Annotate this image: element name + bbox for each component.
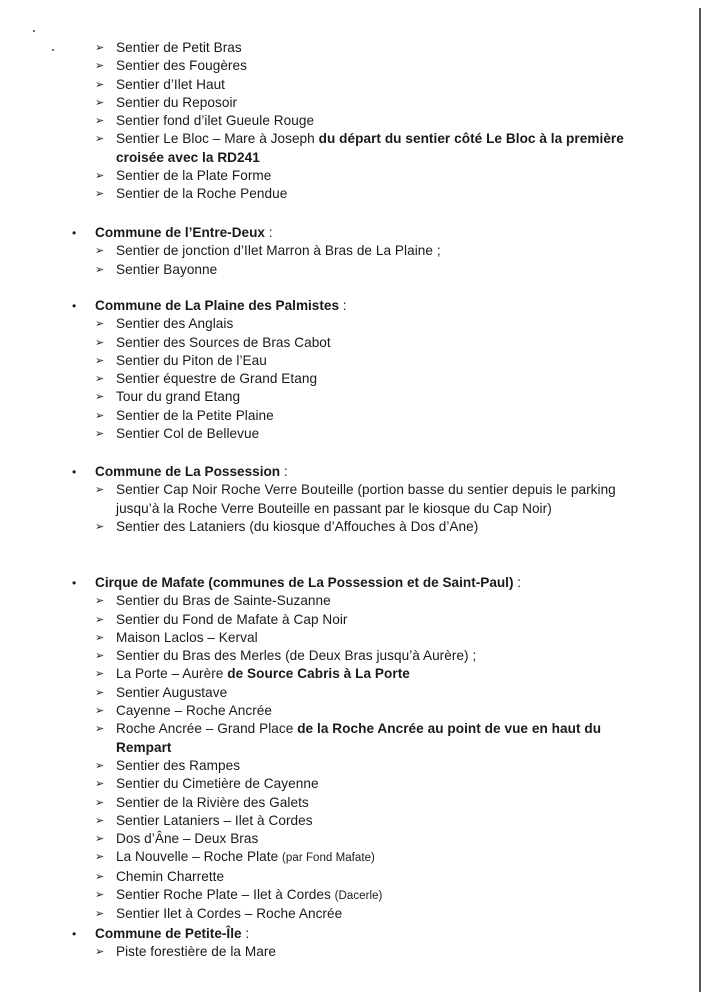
scan-speck [33, 30, 35, 32]
list-item [0, 757, 700, 775]
section-title: Commune de La Plaine des Palmistes [95, 298, 340, 313]
list-item [0, 242, 700, 260]
arrow-bullet-icon: ➢ [95, 814, 105, 827]
arrow-bullet-icon: ➢ [95, 428, 105, 441]
list-item [0, 684, 700, 702]
item-text: Roche Ancrée – Grand Place [116, 721, 298, 737]
arrow-bullet-icon: ➢ [95, 668, 105, 681]
section-suffix: : [280, 464, 288, 479]
item-text: Sentier du Bras de Sainte-Suzanne [116, 593, 331, 609]
list-item [0, 407, 700, 425]
arrow-bullet-icon: ➢ [95, 354, 105, 367]
item-text: Sentier Augustave [116, 684, 228, 700]
section-cirque-de-mafate [0, 574, 700, 924]
section-heading [0, 574, 700, 592]
item-text: Sentier Lataniers – Ilet à Cordes [116, 812, 313, 828]
section-heading [0, 463, 700, 481]
section-heading [0, 925, 700, 943]
section-list [0, 592, 700, 923]
list-item [0, 848, 700, 867]
item-bold-text: de la Roche Ancrée au point de vue en haut du Rempart [116, 721, 602, 755]
item-text: Sentier des Anglais [116, 316, 234, 332]
arrow-bullet-icon: ➢ [95, 908, 105, 921]
arrow-bullet-icon: ➢ [95, 115, 105, 128]
arrow-bullet-icon: ➢ [95, 42, 105, 54]
item-text: Maison Laclos – Kerval [116, 629, 258, 645]
arrow-bullet-icon: ➢ [95, 851, 105, 864]
bullet-icon: • [72, 226, 77, 240]
arrow-bullet-icon: ➢ [95, 96, 105, 109]
arrow-bullet-icon: ➢ [95, 705, 105, 718]
list-item [0, 39, 700, 57]
section-suffix: : [241, 926, 250, 941]
list-item [0, 720, 700, 757]
item-text: Chemin Charrette [116, 868, 225, 884]
bullet-icon: • [72, 576, 77, 590]
section-suffix: : [513, 575, 522, 590]
list-item [0, 592, 700, 610]
section-list [0, 943, 700, 961]
arrow-bullet-icon: ➢ [95, 759, 105, 772]
item-text: Sentier des Rampes [116, 757, 241, 773]
arrow-bullet-icon: ➢ [95, 595, 105, 608]
item-small-text: (Dacerle) [334, 890, 383, 903]
list-item [0, 868, 700, 886]
item-text: Sentier de la Rivière des Galets [116, 794, 309, 810]
item-text: Sentier Le Bloc – Mare à Joseph [116, 131, 319, 147]
section-la-possession [0, 463, 700, 536]
arrow-bullet-icon: ➢ [95, 889, 105, 902]
section-list [0, 315, 700, 443]
list-item [0, 702, 700, 720]
arrow-bullet-icon: ➢ [95, 409, 105, 422]
list-item [0, 647, 700, 665]
list-item [0, 481, 700, 518]
section-heading [0, 297, 700, 315]
bullet-icon: • [72, 299, 77, 313]
list-item [0, 812, 700, 830]
item-text: Sentier de la Roche Pendue [116, 186, 288, 202]
list-item [0, 665, 700, 683]
item-text: Sentier de la Plate Forme [116, 168, 272, 184]
arrow-bullet-icon: ➢ [95, 60, 105, 73]
list-item [0, 775, 700, 793]
item-text: Piste forestière de la Mare [116, 944, 277, 960]
arrow-bullet-icon: ➢ [95, 870, 105, 883]
bullet-icon: • [72, 927, 77, 941]
item-text: Sentier des Lataniers (du kiosque d’Affouches à Dos d’Ane) [116, 518, 479, 534]
arrow-bullet-icon: ➢ [95, 484, 105, 497]
item-text: Sentier de Petit Bras [116, 40, 242, 55]
list-item [0, 57, 700, 75]
item-text: Sentier du Cimetière de Cayenne [116, 776, 319, 792]
arrow-bullet-icon: ➢ [95, 245, 105, 258]
list-item [0, 130, 700, 167]
arrow-bullet-icon: ➢ [95, 373, 105, 386]
list-item [0, 388, 700, 406]
item-text: Sentier du Fond de Mafate à Cap Noir [116, 611, 348, 627]
section-plaine-des-palmistes [0, 297, 700, 443]
item-text: Sentier équestre de Grand Etang [116, 371, 318, 387]
arrow-bullet-icon: ➢ [95, 520, 105, 533]
item-text: Sentier Ilet à Cordes – Roche Ancrée [116, 906, 343, 922]
list-item [0, 943, 700, 961]
list-item [0, 629, 700, 647]
item-text: Sentier Roche Plate – Ilet à Cordes [116, 887, 335, 903]
item-text: Sentier Col de Bellevue [116, 426, 260, 442]
arrow-bullet-icon: ➢ [95, 170, 105, 183]
section-entre-deux [0, 224, 700, 279]
arrow-bullet-icon: ➢ [95, 263, 105, 276]
item-text: Sentier d’Ilet Haut [116, 76, 226, 92]
section-petite-ile [0, 925, 700, 962]
list-item [0, 352, 700, 370]
list-item [0, 611, 700, 629]
list-item [0, 334, 700, 352]
continued-trail-list [0, 39, 700, 204]
list-item [0, 112, 700, 130]
item-text: Sentier du Piton de l’Eau [116, 352, 267, 368]
list-item [0, 185, 700, 203]
item-text: La Nouvelle – Roche Plate [116, 849, 283, 865]
item-text: Sentier du Reposoir [116, 94, 238, 110]
arrow-bullet-icon: ➢ [95, 723, 105, 736]
item-text: Sentier Bayonne [116, 261, 218, 277]
list-item [0, 315, 700, 333]
list-item [0, 76, 700, 94]
list-item [0, 261, 700, 279]
arrow-bullet-icon: ➢ [95, 650, 105, 663]
arrow-bullet-icon: ➢ [95, 133, 105, 146]
arrow-bullet-icon: ➢ [95, 946, 105, 959]
item-bold-text: du départ du sentier côté Le Bloc à la première croisée avec la RD241 [116, 131, 624, 165]
item-text: Sentier des Sources de Bras Cabot [116, 334, 331, 350]
section-title: Commune de l’Entre-Deux [95, 225, 265, 240]
section-title: Cirque de Mafate (communes de La Possession et de Saint-Paul) [95, 575, 514, 590]
item-text: Sentier du Bras des Merles (de Deux Bras jusqu’à Aurère) ; [116, 648, 477, 664]
list-item [0, 518, 700, 536]
item-text: Tour du grand Etang [116, 389, 241, 405]
section-list [0, 481, 700, 536]
item-text: Sentier de la Petite Plaine [116, 407, 274, 423]
list-item [0, 370, 700, 388]
arrow-bullet-icon: ➢ [95, 391, 105, 404]
item-text: Sentier fond d’ilet Gueule Rouge [116, 113, 315, 129]
item-text: Sentier de jonction d’Ilet Marron à Bras de La Plaine ; [116, 243, 441, 259]
item-text: Sentier des Fougères [116, 58, 247, 74]
list-item [0, 886, 700, 905]
item-bold-text: de Source Cabris à La Porte [227, 666, 410, 682]
item-text: Dos d’Âne – Deux Bras [116, 831, 259, 847]
section-suffix: : [264, 225, 273, 240]
arrow-bullet-icon: ➢ [95, 78, 105, 91]
item-text: Sentier Cap Noir Roche Verre Bouteille (portion basse du sentier depuis le parking jusqu’à la Roche Verre Bouteille en passant par le kiosque du Cap Noir) [116, 482, 616, 516]
arrow-bullet-icon: ➢ [95, 631, 105, 644]
section-list [0, 242, 700, 279]
arrow-bullet-icon: ➢ [95, 686, 105, 699]
arrow-bullet-icon: ➢ [95, 778, 105, 791]
list-item [0, 830, 700, 848]
list-item [0, 905, 700, 923]
item-small-text: (par Fond Mafate) [282, 852, 375, 865]
arrow-bullet-icon: ➢ [95, 336, 105, 349]
list-item [0, 94, 700, 112]
item-text: La Porte – Aurère [116, 666, 228, 682]
bullet-icon: • [72, 465, 77, 479]
section-title: Commune de La Possession [95, 464, 281, 479]
list-item [0, 425, 700, 443]
list-item [0, 167, 700, 185]
section-title: Commune de Petite-Île [95, 926, 242, 941]
arrow-bullet-icon: ➢ [95, 613, 105, 626]
list-item [0, 794, 700, 812]
section-suffix: : [339, 298, 347, 313]
arrow-bullet-icon: ➢ [95, 833, 105, 846]
item-text: Cayenne – Roche Ancrée [116, 703, 273, 719]
section-heading [0, 224, 700, 242]
arrow-bullet-icon: ➢ [95, 188, 105, 201]
arrow-bullet-icon: ➢ [95, 318, 105, 331]
arrow-bullet-icon: ➢ [95, 796, 105, 809]
